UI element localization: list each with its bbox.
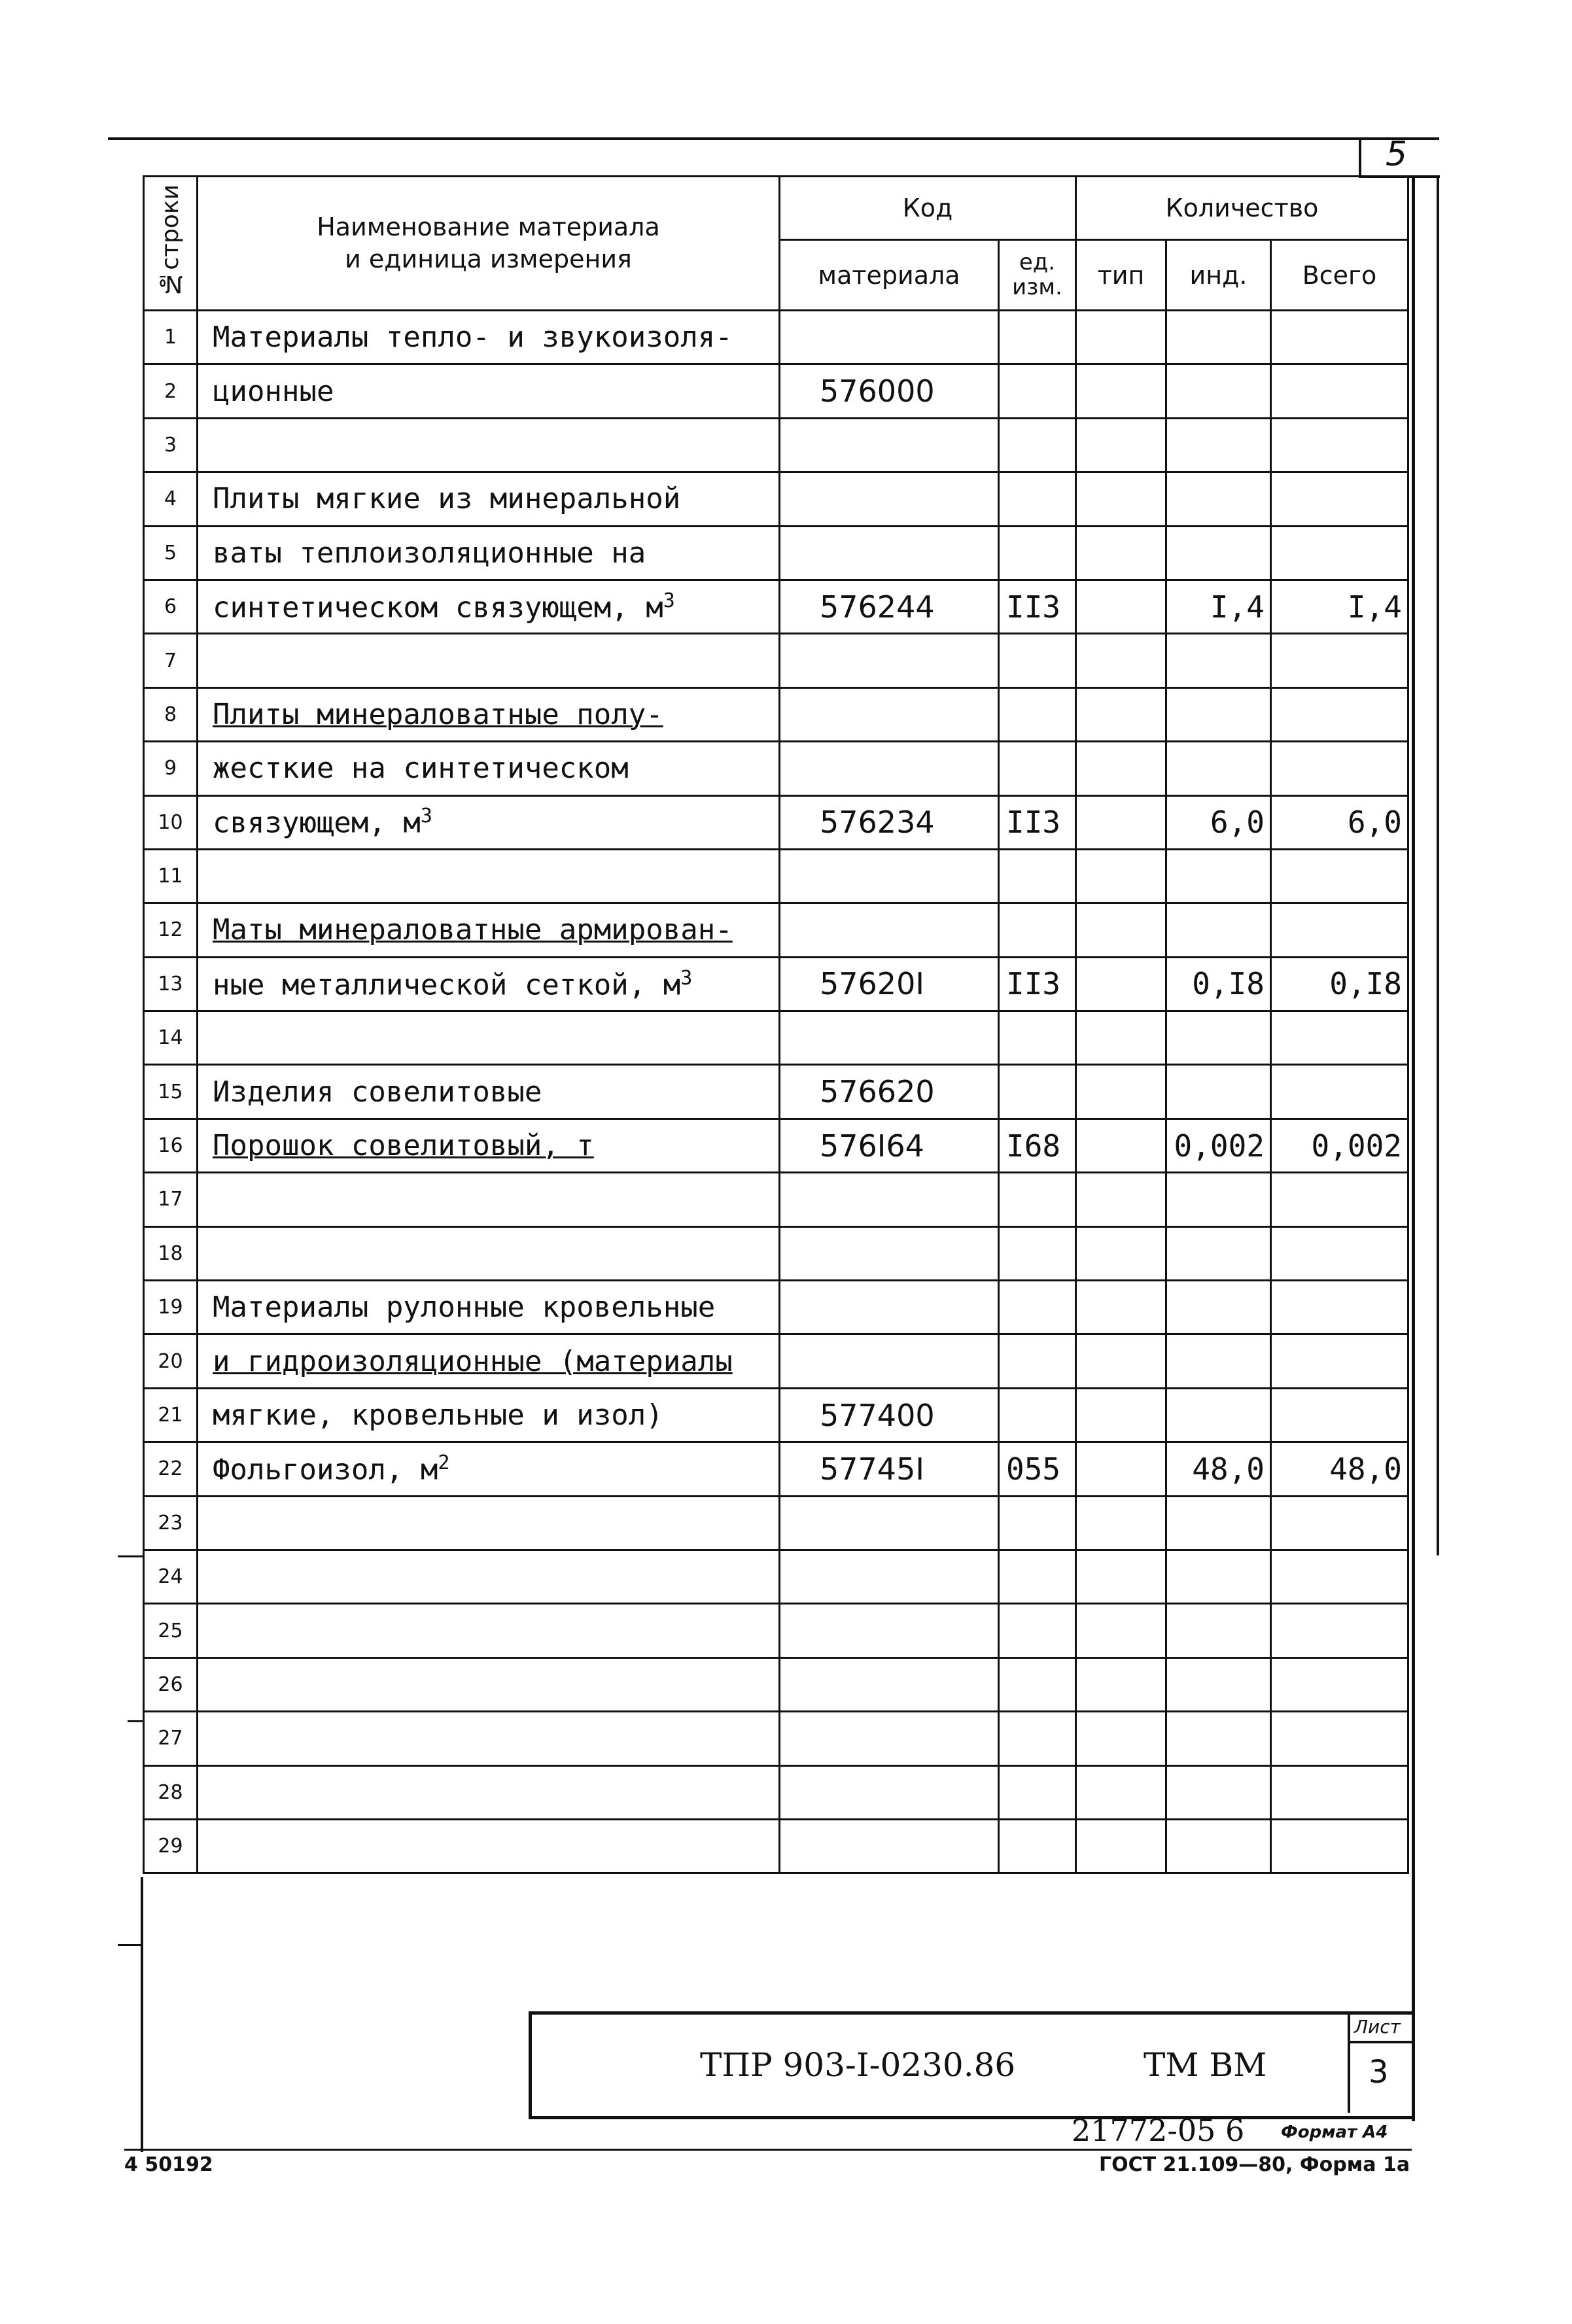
row-number: 25 [144,1604,198,1657]
quantity-total: 0,I8 [1271,957,1408,1011]
quantity-type [1076,1604,1166,1657]
table-body [144,311,1408,1873]
title-block-sheet-label: Лист [1354,2016,1401,2038]
quantity-total [1271,1712,1408,1765]
unit-exponent: 3 [663,589,675,612]
quantity-type [1076,742,1166,795]
quantity-total [1271,472,1408,526]
unit-code [999,1334,1076,1388]
quantity-type [1076,957,1166,1011]
row-number: 19 [144,1281,198,1334]
row-number: 28 [144,1765,198,1819]
table-row [144,1442,1408,1496]
unit-code [999,903,1076,957]
format-label: Формат А4 [1281,2123,1388,2142]
unit-code [999,1604,1076,1657]
material-name: Плиты мягкие из минеральной [198,472,780,526]
row-number: 20 [144,1334,198,1388]
quantity-type [1076,849,1166,903]
quantity-type [1076,472,1166,526]
unit-exponent: 2 [438,1451,450,1475]
row-number: 18 [144,1226,198,1280]
table-row [144,1657,1408,1711]
unit-exponent: 3 [680,966,693,990]
material-code [780,903,999,957]
quantity-type [1076,1819,1166,1873]
inventory-number: 21772-05 6 [1072,2113,1245,2148]
quantity-type [1076,364,1166,418]
material-name: Фольгоизол, $м^2$ [198,1442,780,1496]
material-name [198,1496,780,1550]
material-name: и гидроизоляционные (материалы [198,1334,780,1388]
material-code [780,1281,999,1334]
row-number: 17 [144,1173,198,1226]
archive-code: 4 50192 [124,2153,213,2176]
header-code-group: Код [780,177,1076,240]
row-number: 2 [144,364,198,418]
quantity-ind: I,4 [1166,580,1271,633]
unit-code: II3 [999,795,1076,849]
row-number: 14 [144,1011,198,1065]
quantity-type [1076,418,1166,472]
quantity-type [1076,634,1166,687]
quantity-type [1076,1712,1166,1765]
material-name [198,849,780,903]
quantity-type [1076,526,1166,580]
row-number: 23 [144,1496,198,1550]
unit-code [999,472,1076,526]
header-code-unit: ед. изм. [999,240,1076,311]
unit-code [999,1765,1076,1819]
quantity-total [1271,1226,1408,1280]
quantity-type [1076,1388,1166,1442]
material-code [780,1657,999,1711]
unit-code [999,1226,1076,1280]
quantity-type [1076,687,1166,741]
header-qty-ind: инд. [1166,240,1271,311]
unit-code [999,1712,1076,1765]
material-code [780,418,999,472]
quantity-total [1271,742,1408,795]
table-row [144,742,1408,795]
row-number: 4 [144,472,198,526]
quantity-total [1271,311,1408,364]
quantity-type [1076,1442,1166,1496]
unit-code: I68 [999,1119,1076,1172]
unit-code [999,687,1076,741]
quantity-ind [1166,1550,1271,1603]
quantity-total [1271,1173,1408,1226]
material-code [780,1173,999,1226]
materials-table [143,175,1409,1874]
material-name: ционные [198,364,780,418]
material-name: мягкие, кровельные и изол) [198,1388,780,1442]
margin-tick [118,1555,144,1557]
gost-label: ГОСТ 21.109—80, Форма 1а [1099,2153,1410,2176]
sheet-corner-number: 5 [1386,135,1408,174]
table-row [144,1550,1408,1603]
margin-tick [118,1944,143,1946]
row-number: 24 [144,1550,198,1603]
quantity-total [1271,1657,1408,1711]
row-number: 8 [144,687,198,741]
material-code: 577400 [780,1388,999,1442]
title-block-sheet-number: 3 [1369,2054,1389,2090]
quantity-type [1076,1657,1166,1711]
table-row [144,1712,1408,1765]
material-name: синтетическом связующем, $м^3$ [198,580,780,633]
quantity-type [1076,311,1166,364]
material-code: 576I64 [780,1119,999,1172]
material-name: ные металлической сеткой, $м^3$ [198,957,780,1011]
table-row [144,687,1408,741]
header-material-name: Наименование материала и единица измерения [198,177,780,311]
table-row [144,634,1408,687]
material-code [780,526,999,580]
quantity-total [1271,1550,1408,1603]
quantity-ind [1166,364,1271,418]
table-row [144,1065,1408,1119]
material-name: ваты теплоизоляционные на [198,526,780,580]
quantity-total [1271,1765,1408,1819]
material-code [780,1712,999,1765]
quantity-ind [1166,903,1271,957]
title-block-section-code: ТМ ВМ [1144,2046,1267,2084]
material-code: 576234 [780,795,999,849]
quantity-total: 6,0 [1271,795,1408,849]
quantity-ind [1166,472,1271,526]
title-block-sheet-divider [1348,2041,1412,2043]
material-name: Материалы тепло- и звукоизоля- [198,311,780,364]
row-number: 12 [144,903,198,957]
quantity-total [1271,364,1408,418]
material-code [780,1226,999,1280]
table-row [144,526,1408,580]
row-number: 5 [144,526,198,580]
unit-code [999,742,1076,795]
header-row-number: №строки [144,177,198,311]
unit-code: 055 [999,1442,1076,1496]
quantity-ind [1166,1765,1271,1819]
header-code-material: материала [780,240,999,311]
quantity-total: 48,0 [1271,1442,1408,1496]
quantity-type [1076,1065,1166,1119]
quantity-ind [1166,311,1271,364]
top-border [108,137,1439,140]
quantity-ind: 0,002 [1166,1119,1271,1172]
material-name [198,1550,780,1603]
row-number: 13 [144,957,198,1011]
material-code [780,849,999,903]
quantity-ind [1166,1388,1271,1442]
quantity-type [1076,1765,1166,1819]
table-row [144,1334,1408,1388]
unit-code [999,1657,1076,1711]
material-code [780,1550,999,1603]
quantity-ind [1166,1657,1271,1711]
material-code: 576620 [780,1065,999,1119]
unit-code [999,1819,1076,1873]
material-code [780,1604,999,1657]
material-code [780,1819,999,1873]
material-name: Маты минераловатные армирован- [198,903,780,957]
table-row [144,1388,1408,1442]
row-number: 27 [144,1712,198,1765]
unit-code: II3 [999,580,1076,633]
unit-code [999,526,1076,580]
material-code: 576000 [780,364,999,418]
quantity-total [1271,1496,1408,1550]
quantity-ind: 48,0 [1166,1442,1271,1496]
table-row [144,1765,1408,1819]
quantity-ind [1166,1496,1271,1550]
quantity-total [1271,634,1408,687]
quantity-type [1076,1011,1166,1065]
material-name [198,1765,780,1819]
material-name: Материалы рулонные кровельные [198,1281,780,1334]
material-name [198,1604,780,1657]
material-name [198,1226,780,1280]
frame-right-outer-line [1437,175,1439,1555]
material-code [780,1334,999,1388]
quantity-total [1271,903,1408,957]
table-row [144,849,1408,903]
table-row [144,1604,1408,1657]
quantity-ind [1166,1334,1271,1388]
quantity-ind [1166,526,1271,580]
quantity-type [1076,1550,1166,1603]
quantity-total [1271,1281,1408,1334]
quantity-ind [1166,1712,1271,1765]
quantity-total [1271,418,1408,472]
material-name: Порошок совелитовый, т [198,1119,780,1172]
row-number: 26 [144,1657,198,1711]
row-number: 16 [144,1119,198,1172]
quantity-ind [1166,687,1271,741]
frame-right-line [1412,175,1415,2121]
header-qty-type: тип [1076,240,1166,311]
unit-code [999,1173,1076,1226]
quantity-ind: 6,0 [1166,795,1271,849]
material-code [780,687,999,741]
table-row [144,1819,1408,1873]
quantity-total: 0,002 [1271,1119,1408,1172]
quantity-total [1271,1065,1408,1119]
quantity-type [1076,903,1166,957]
material-name [198,634,780,687]
row-number: 11 [144,849,198,903]
quantity-total: I,4 [1271,580,1408,633]
quantity-ind [1166,1604,1271,1657]
unit-code [999,364,1076,418]
table-row [144,364,1408,418]
quantity-ind [1166,849,1271,903]
material-name [198,1011,780,1065]
unit-exponent: 3 [420,805,432,828]
table-row [144,1173,1408,1226]
quantity-total [1271,1334,1408,1388]
material-name [198,1657,780,1711]
table-row [144,1011,1408,1065]
header-quantity-group: Количество [1076,177,1408,240]
quantity-type [1076,1226,1166,1280]
title-block-document-number: ТПР 903-I-0230.86 [700,2046,1016,2084]
quantity-total [1271,1604,1408,1657]
margin-tick [128,1720,144,1722]
table-row [144,1119,1408,1172]
row-number: 10 [144,795,198,849]
material-name: жесткие на синтетическом [198,742,780,795]
quantity-total [1271,1819,1408,1873]
unit-code [999,311,1076,364]
unit-code [999,1496,1076,1550]
row-number: 21 [144,1388,198,1442]
bottom-border [124,2149,1412,2151]
quantity-type [1076,795,1166,849]
row-number: 1 [144,311,198,364]
quantity-total [1271,1011,1408,1065]
unit-code [999,849,1076,903]
quantity-type [1076,1173,1166,1226]
unit-code [999,1388,1076,1442]
quantity-ind [1166,1819,1271,1873]
material-code: 57745I [780,1442,999,1496]
quantity-ind [1166,1173,1271,1226]
material-code [780,311,999,364]
quantity-type [1076,1496,1166,1550]
material-name [198,1173,780,1226]
unit-code: II3 [999,957,1076,1011]
row-number: 29 [144,1819,198,1873]
quantity-type [1076,580,1166,633]
row-number: 9 [144,742,198,795]
material-code [780,1011,999,1065]
table-row [144,957,1408,1011]
quantity-total [1271,1388,1408,1442]
header-qty-total: Всего [1271,240,1408,311]
material-code [780,1496,999,1550]
table-row [144,311,1408,364]
unit-code [999,1281,1076,1334]
material-name [198,418,780,472]
table-row [144,795,1408,849]
material-code [780,1765,999,1819]
quantity-type [1076,1334,1166,1388]
quantity-total [1271,687,1408,741]
table-row [144,903,1408,957]
table-row [144,1226,1408,1280]
row-number: 22 [144,1442,198,1496]
quantity-ind [1166,418,1271,472]
quantity-ind [1166,1226,1271,1280]
material-name: Изделия совелитовые [198,1065,780,1119]
unit-code [999,634,1076,687]
material-name [198,1712,780,1765]
table-row [144,1281,1408,1334]
unit-code [999,1550,1076,1603]
material-name: связующем, $м^3$ [198,795,780,849]
quantity-type [1076,1281,1166,1334]
quantity-ind [1166,1281,1271,1334]
quantity-ind [1166,1065,1271,1119]
table-row [144,1496,1408,1550]
material-name [198,1819,780,1873]
quantity-ind: 0,I8 [1166,957,1271,1011]
row-number: 6 [144,580,198,633]
quantity-type [1076,1119,1166,1172]
quantity-ind [1166,634,1271,687]
frame-left-line [141,1877,143,2152]
row-number: 3 [144,418,198,472]
row-number: 15 [144,1065,198,1119]
material-code [780,742,999,795]
material-code: 576244 [780,580,999,633]
unit-code [999,1011,1076,1065]
material-name: Плиты минераловатные полу- [198,687,780,741]
table-row [144,418,1408,472]
material-code [780,472,999,526]
material-code [780,634,999,687]
row-number: 7 [144,634,198,687]
quantity-total [1271,526,1408,580]
table-row [144,580,1408,633]
quantity-ind [1166,1011,1271,1065]
quantity-ind [1166,742,1271,795]
unit-code [999,1065,1076,1119]
quantity-total [1271,849,1408,903]
table-row [144,472,1408,526]
material-code: 57620I [780,957,999,1011]
unit-code [999,418,1076,472]
